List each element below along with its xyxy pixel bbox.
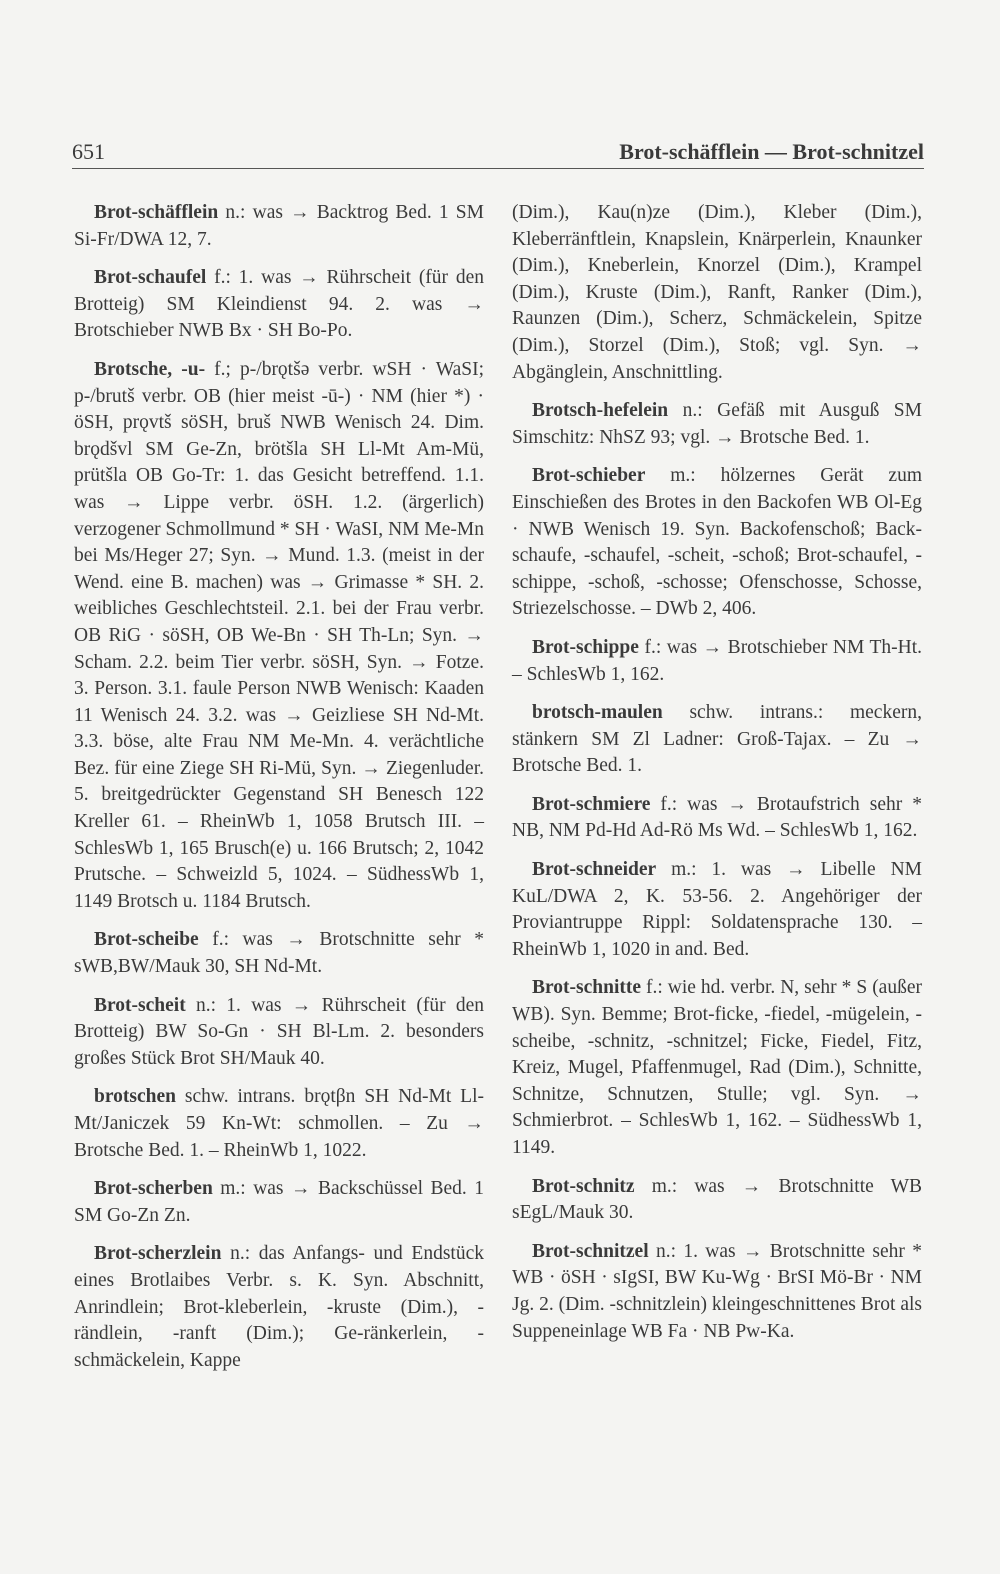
entry-text: m.: was → Brotschnitte WB sEgL/Mauk 30. [512,1175,922,1224]
headword: Brotsche, -u- [94,358,206,380]
entry-text: (Dim.), Kau(n)ze (Dim.), Kleber (Dim.), Kleberränftlein, Knapslein, Knärperlein, Knaunker (Dim.), Kneberlein, Knorzel (Dim.), Krampel (Dim.), Kruste (Dim.), Ranft, Ranker (Dim.), Raunzen (Dim.), Scherz, Schmäckelein, Spitze (Dim.), Storzel (Dim.), Stoß; vgl. Syn. → Abgänglein, Anschnittling. [512,202,922,383]
entry-text: n.: Gefäß mit Ausguß SM Simschitz: NhSZ 93; vgl. → Brotsche Bed. 1. [512,400,922,448]
right-column [512,200,922,1357]
entry-text: f.: was → Brotschieber NM Th-Ht. – SchlesWb 1, 162. [512,636,922,685]
entry-text: f.: was → Brotschnitte sehr * sWB,BW/Mauk 30, SH Nd-Mt. [74,929,484,978]
page-number: 651 [72,139,105,164]
dictionary-entry [74,1084,484,1164]
dictionary-entry [74,1176,484,1229]
running-title: Brot-schäfflein — Brot-schnitzel [619,139,924,164]
dictionary-entry [512,635,922,688]
dictionary-entry [74,357,484,915]
entry-text: schw. intrans.: meckern, stänkern SM Zl Ladner: Groß-Tajax. – Zu → Brotsche Bed. 1. [512,702,922,777]
entry-text: f.: wie hd. verbr. N, sehr * S (außer WB). Syn. Bemme; Brot-ficke, -fiedel, -mügelein, -scheibe, -schnitz, -schnitzel; Ficke, Fiedel, Fitz, Kreiz, Mugel, Pfaffenmugel, Rad (Dim.), Schnitte, Schnitze, Schnutzen, Stulle; vgl. Syn. → Schmierbrot. – SchlesWb 1, 162. – SüdhessWb 1, 1149. [512,977,922,1158]
dictionary-entry [74,993,484,1073]
entry-text: n.: 1. was → Brotschnitte sehr * WB · öSH · sIgSI, BW Ku-Wg · BrSI Mö-Br · NM Jg. 2. (Dim. -schnitzlein) kleingeschnittenes Brot als Suppeneinlage WB Fa · NB Pw-Ka. [512,1240,922,1342]
entry-text: m.: hölzernes Gerät zum Einschießen des Brotes in den Backofen WB Ol-Eg · NWB Wenisch 19. Syn. Backofenschoß; Back-schaufe, -schaufel, -scheit, -schoß; Brot-schaufel, -schippe, -schoß, -schosse; Ofenschosse, Schosse, Striezelschosse. – DWb 2, 406. [512,465,922,620]
headword: Brot-schaufel [94,267,207,289]
dictionary-entry [512,700,922,780]
entry-text: f.: 1. was → Rührscheit (für den Brotteig) SM Kleindienst 94. 2. was → Brotschieber NWB Bx · SH Bo-Po. [74,267,484,342]
dictionary-entry [512,463,922,623]
entry-text: m.: was → Backschüssel Bed. 1 SM Go-Zn Zn. [74,1178,484,1226]
dictionary-entry [512,792,922,845]
headword: brotschen [94,1086,176,1108]
headword: Brot-schneider [532,859,657,881]
entry-text: n.: was → Backtrog Bed. 1 SM Si-Fr/DWA 12, 7. [74,202,484,250]
dictionary-entry-continuation [512,200,922,386]
dictionary-entry [74,200,484,253]
dictionary-entry [74,1241,484,1374]
entry-text: n.: 1. was → Rührscheit (für den Brotteig) BW So-Gn · SH Bl-Lm. 2. besonders großes Stück Brot SH/Mauk 40. [74,994,484,1069]
headword: Brot-schnitte [532,977,642,999]
headword: Brot-scherben [94,1178,213,1200]
entry-text: f.; p-/brǫtšǝ verbr. wSH · WaSI; p-/brutš verbr. OB (hier meist -ū-) · NM (hier *) · öSH, prǫvtš söSH, bruš NWB Wenisch 24. Dim. brǫdšvl SM Ge-Zn, brötšla SH Ll-Mt Am-Mü, prütšla OB Go-Tr: 1. das Gesicht betreffend. 1.1. was → Lippe verbr. öSH. 1.2. (ärgerlich) verzogener Schmollmund * SH · WaSI, NM Me-Mn bei Ms/Heger 27; Syn. → Mund. 1.3. (meist in der Wend. eine B. machen) was → Grimasse * SH. 2. weibliches Geschlechtsteil. 2.1. bei der Frau verbr. OB RiG · söSH, OB We-Bn · SH Th-Ln; Syn. → Scham. 2.2. beim Tier verbr. söSH, Syn. → Fotze. 3. Person. 3.1. faule Person NWB Wenisch: Kaaden 11 Wenisch 24. 3.2. was → Geizliese SH Nd-Mt. 3.3. böse, alte Frau NM Me-Mn. 4. verächtliche Bez. für eine Ziege SH Ri-Mü, Syn. → Ziegenluder. 5. breitgedrückter Gegenstand SH Benesch 122 Kreller 61. – RheinWb 1, 1058 Brutsch III. – SchlesWb 1, 165 Brusch(e) u. 166 Brutsch; 2, 1042 Prutsche. – Schweizld 5, 1024. – SüdhessWb 1, 1149 Brotsch u. 1184 Brutsch. [74,358,484,912]
dictionary-entry [512,1174,922,1227]
headword: brotsch-maulen [532,702,663,724]
headword: Brot-schieber [532,465,646,487]
headword: Brot-schäfflein [94,202,219,223]
headword: Brotsch-hefelein [532,400,669,422]
headword: Brot-scheibe [94,929,199,951]
headword: Brot-schnitz [532,1175,635,1197]
dictionary-entry [512,1239,922,1345]
headword: Brot-schnitzel [532,1240,649,1262]
headword: Brot-schippe [532,636,639,658]
entry-text: f.: was → Brotaufstrich sehr * NB, NM Pd-Hd Ad-Rö Ms Wd. – SchlesWb 1, 162. [512,793,922,842]
dictionary-entry [74,927,484,980]
headword: Brot-scheit [94,994,186,1016]
entry-text: m.: 1. was → Libelle NM KuL/DWA 2, K. 53-56. 2. Angehöriger der Proviantruppe Rippl: Soldatensprache 130. – RheinWb 1, 1020 in and. Bed. [512,859,922,960]
dictionary-entry [512,975,922,1161]
headword: Brot-schmiere [532,793,651,815]
headword: Brot-scherzlein [94,1243,222,1265]
entry-text: n.: das Anfangs- und Endstück eines Brotlaibes Verbr. s. K. Syn. Abschnitt, Anrindlein; Brot-kleberlein, -kruste (Dim.), -rändlein, -ranft (Dim.); Ge-ränkerlein, -schmäckelein, Kappe [74,1243,484,1371]
page-header [72,138,924,169]
dictionary-entry [74,265,484,345]
left-column [74,200,484,1386]
dictionary-entry [512,857,922,963]
entry-text: schw. intrans. brǫtβn SH Nd-Mt Ll-Mt/Janiczek 59 Kn-Wt: schmollen. – Zu → Brotsche Bed. 1. – RheinWb 1, 1022. [74,1086,484,1161]
dictionary-entry [512,398,922,451]
